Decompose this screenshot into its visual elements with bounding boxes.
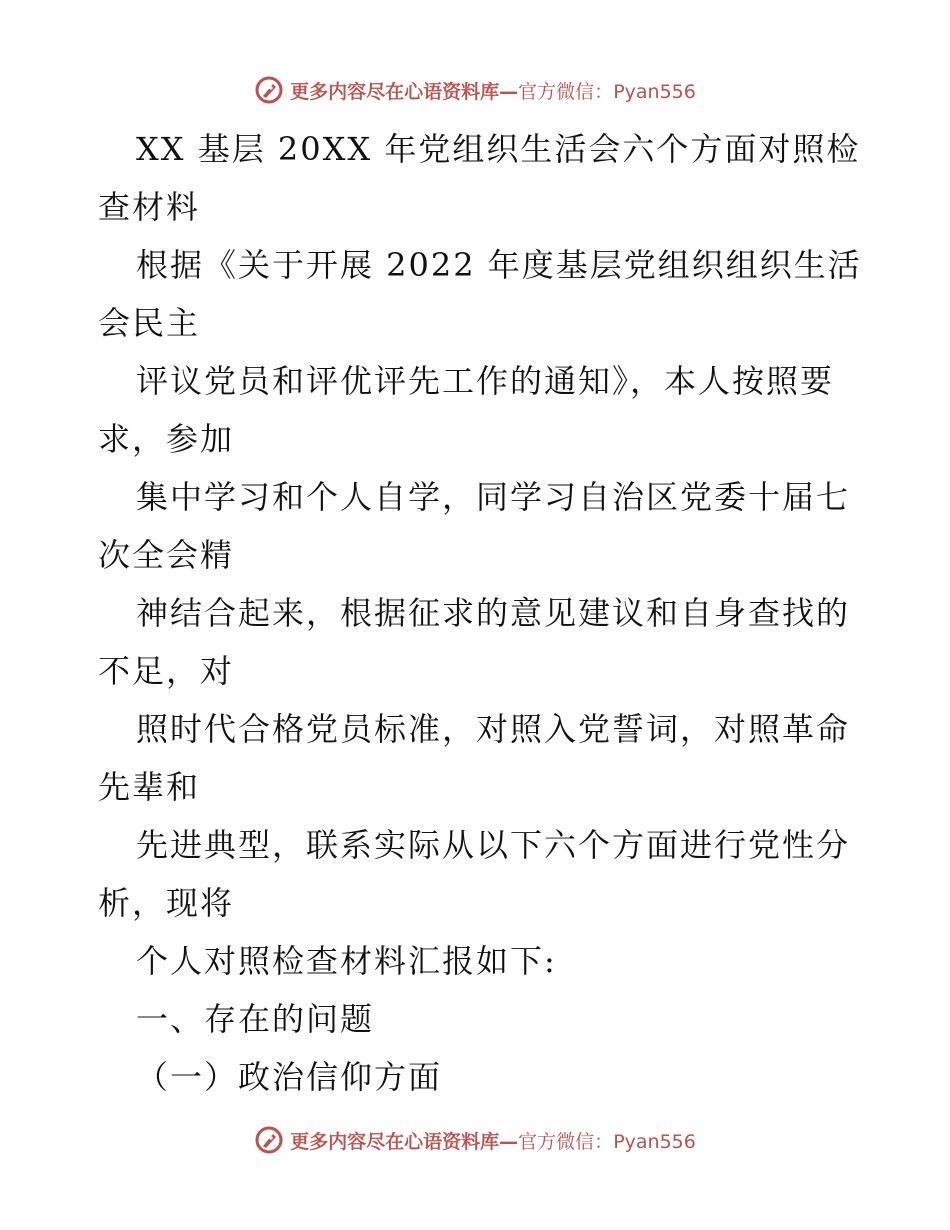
banner-official-label: 官方微信：: [518, 80, 614, 103]
document-line: 先辈和: [98, 768, 201, 806]
banner-main-text: 更多内容尽在心语资料库: [290, 1130, 500, 1153]
footer-banner: [0, 1120, 950, 1160]
document-line: 查材料: [98, 188, 201, 226]
document-line: （一）政治信仰方面: [136, 1058, 443, 1096]
document-line: 先进典型，联系实际从以下六个方面进行党性分: [136, 826, 851, 864]
banner-dash: —: [499, 1130, 519, 1153]
document-line: 集中学习和个人自学，同学习自治区党委十届七: [136, 478, 851, 516]
banner-official-label: 官方微信：: [518, 1130, 614, 1153]
document-line: 一、存在的问题: [136, 1000, 375, 1038]
document-line: 个人对照检查材料汇报如下:: [136, 942, 557, 980]
document-line: 神结合起来，根据征求的意见建议和自身查找的: [136, 594, 851, 632]
banner-wechat-id: Pyan556: [613, 1130, 696, 1153]
document-line: XX 基层 20XX 年党组织生活会六个方面对照检: [136, 130, 861, 168]
document-line: 析，现将: [98, 884, 235, 922]
document-line: 照时代合格党员标准，对照入党誓词，对照革命: [136, 710, 851, 748]
document-line: 评议党员和评优评先工作的通知》，本人按照要: [136, 362, 835, 400]
document-line: 会民主: [98, 304, 201, 342]
header-banner: [0, 70, 950, 110]
document-line: 次全会精: [98, 536, 235, 574]
document-line: 根据《关于开展 2022 年度基层党组织组织生活: [136, 246, 862, 284]
document-line: 不足，对: [98, 652, 235, 690]
banner-main-text: 更多内容尽在心语资料库: [290, 80, 500, 103]
document-line: 求，参加: [98, 420, 235, 458]
pen-nib-circle-icon: [254, 1125, 284, 1155]
banner-dash: —: [499, 80, 519, 103]
document-body: [98, 120, 862, 1106]
header-banner-text: [290, 77, 696, 104]
pen-nib-circle-icon: [254, 75, 284, 105]
banner-wechat-id: Pyan556: [613, 80, 696, 103]
footer-banner-text: [290, 1127, 696, 1154]
